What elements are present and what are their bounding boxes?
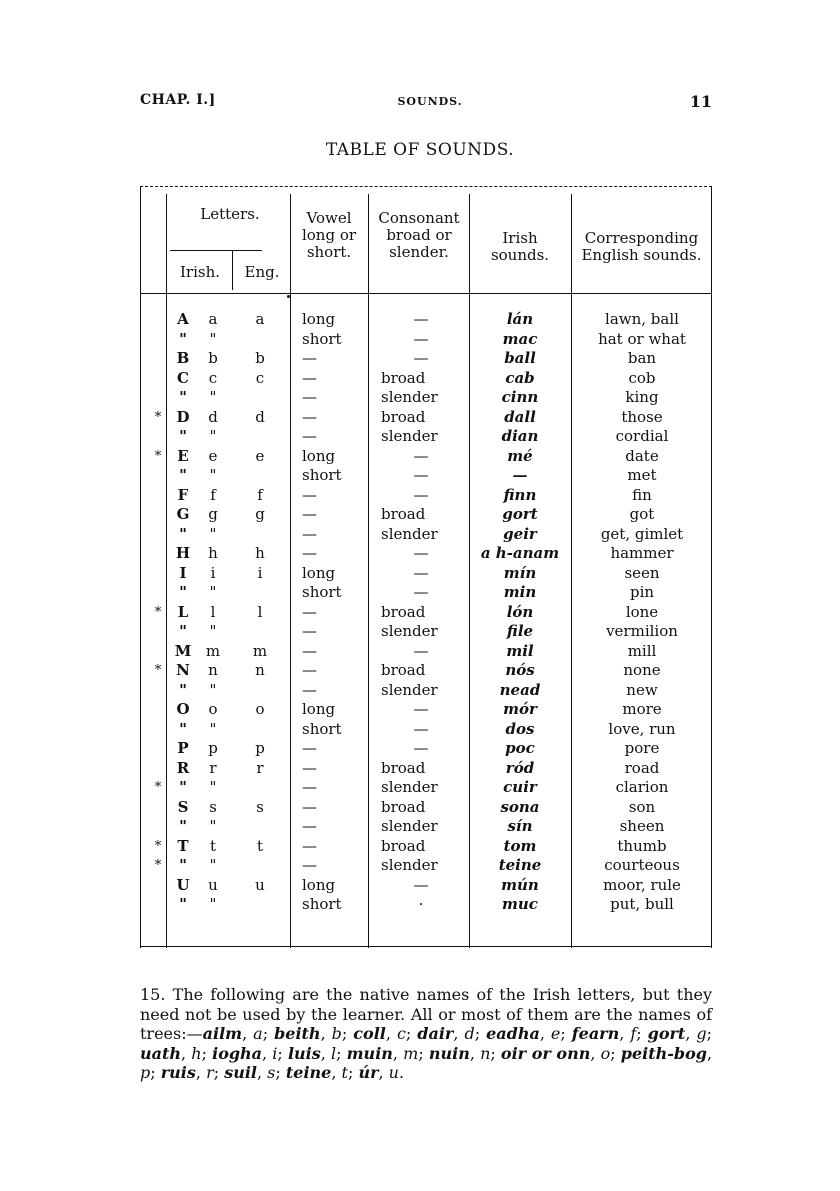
irish-sound: gort (502, 505, 538, 523)
english-letter: i (257, 563, 263, 582)
consonant-quality: — (413, 583, 429, 601)
letter-name-english: n (480, 1043, 491, 1063)
english-letter: b (255, 349, 265, 367)
english-sound: king (625, 388, 659, 406)
irish-capital: B (176, 349, 190, 367)
letter-name-irish: peith-bog (620, 1043, 707, 1063)
irish-small: " (209, 778, 217, 796)
vowel-quantity: short (302, 466, 342, 484)
letter-name-irish: gort (647, 1024, 686, 1043)
header-vowel: Vowel long or short. (301, 209, 357, 261)
irish-small: a (208, 310, 218, 328)
irish-sound: cinn (501, 388, 539, 406)
consonant-quality: broad (381, 797, 426, 816)
consonant-quality: — (413, 349, 429, 367)
irish-sound: finn (503, 485, 537, 504)
english-sound: clarion (615, 778, 669, 796)
english-sound: lone (625, 602, 659, 621)
english-sound: new (626, 680, 658, 699)
consonant-quality: broad (381, 368, 426, 387)
letter-name-english: a (253, 1024, 263, 1043)
consonant-quality: slender (381, 622, 438, 640)
vowel-quantity: short (302, 719, 342, 738)
english-sound: hat or what (598, 329, 686, 348)
english-sound: love, run (608, 719, 676, 738)
letter-name-english: b (331, 1024, 342, 1043)
vowel-quantity: — (302, 349, 317, 367)
irish-capital: " (179, 466, 187, 484)
english-letter: l (257, 602, 263, 621)
vrule-star (166, 194, 167, 948)
english-sound: met (627, 466, 657, 484)
english-letter: d (255, 407, 265, 426)
header-consonant: Consonant broad or slender. (378, 209, 460, 261)
irish-sound: mín (503, 563, 537, 582)
irish-small: o (208, 700, 218, 718)
irish-sound: min (503, 583, 537, 601)
vowel-quantity: — (302, 680, 317, 699)
letter-name-irish: eadha (486, 1024, 540, 1043)
irish-capital: " (179, 817, 187, 835)
irish-capital: R (176, 758, 190, 777)
irish-capital: E (177, 446, 189, 465)
irish-sound: poc (505, 739, 535, 757)
consonant-quality: — (413, 641, 429, 660)
letter-name-english: e (550, 1024, 561, 1043)
english-sound: more (622, 700, 662, 718)
english-letter: r (256, 758, 264, 777)
english-sound: mill (627, 641, 657, 660)
irish-small: " (209, 466, 217, 484)
letter-name-irish: coll (353, 1024, 386, 1043)
irish-capital: A (177, 310, 189, 328)
irish-small: i (210, 563, 216, 582)
vowel-quantity: — (302, 836, 317, 855)
irish-small: " (209, 427, 217, 445)
irish-sound: dos (505, 719, 535, 738)
english-letter: p (255, 739, 265, 757)
letter-name-english: d (464, 1024, 475, 1043)
english-sound: seen (624, 563, 660, 582)
irish-small: g (208, 505, 218, 523)
irish-sound: sona (500, 797, 540, 816)
letter-names: ailm, a; beith, b; coll, c; dair, d; eadha, e; fearn, f; gort, g; uath, h; iogha, i; luis, l; muin, m; nuin, n; oir or onn, o; peith-bog, p; ruis, r; suil, s; teine, t; úr, u. (140, 1024, 713, 1082)
irish-sound: dian (501, 427, 539, 445)
vowel-quantity: — (302, 641, 317, 660)
letter-name-english: t (341, 1063, 348, 1082)
english-letter: m (252, 641, 268, 660)
irish-sound: cab (505, 368, 535, 387)
consonant-quality: broad (381, 758, 426, 777)
english-letter: f (257, 485, 263, 504)
irish-small: " (209, 388, 217, 406)
english-sound: get, gimlet (600, 524, 684, 543)
letter-name-english: s (267, 1063, 276, 1082)
consonant-quality: — (413, 485, 429, 504)
irish-small: " (209, 680, 217, 699)
section-label: SOUNDS. (397, 95, 463, 108)
vowel-quantity: long (302, 446, 336, 465)
letter-name-english: i (272, 1043, 278, 1063)
irish-sound: cuir (503, 778, 537, 796)
consonant-quality: — (413, 563, 429, 582)
irish-small: s (209, 797, 217, 816)
irish-capital: " (179, 388, 187, 406)
vrule-irish-eng (232, 250, 233, 290)
sounds-table (140, 186, 712, 948)
irish-small: " (209, 719, 217, 738)
english-sound: courteous (604, 856, 680, 874)
vowel-quantity: — (302, 602, 317, 621)
star-mark: * (154, 409, 162, 425)
irish-small: n (208, 661, 218, 679)
english-sound: hammer (610, 544, 674, 562)
header-eng: Eng. (244, 263, 280, 281)
consonant-quality: broad (381, 505, 426, 523)
irish-sound: mac (502, 329, 538, 348)
letter-name-irish: suil (224, 1063, 257, 1082)
header-irish: Irish. (179, 263, 221, 281)
english-sound: ban (627, 349, 657, 367)
letter-name-irish: muin (346, 1043, 393, 1063)
irish-sound: sín (507, 817, 533, 835)
vowel-quantity: — (302, 485, 317, 504)
irish-sound: geir (503, 524, 537, 543)
irish-sound: mé (507, 446, 533, 465)
letter-name-english: l (330, 1043, 337, 1063)
consonant-quality: slender (381, 680, 438, 699)
irish-small: m (205, 641, 221, 660)
irish-capital: " (179, 719, 187, 738)
english-sound: pore (624, 739, 660, 757)
vrule-left (140, 186, 141, 948)
irish-capital: O (176, 700, 190, 718)
english-sound: date (625, 446, 659, 465)
irish-sound: lán (506, 310, 534, 328)
irish-small: d (208, 407, 218, 426)
letter-name-english: m (403, 1043, 419, 1063)
letter-name-english: g (696, 1024, 707, 1043)
irish-small: e (208, 446, 218, 465)
english-letter: g (255, 505, 265, 523)
vrule-letters (290, 194, 291, 948)
consonant-quality: broad (381, 661, 426, 679)
letter-name-irish: fearn (571, 1024, 620, 1043)
irish-capital: H (175, 544, 191, 562)
english-letter: n (255, 661, 265, 679)
vowel-quantity: — (302, 505, 317, 523)
irish-sound: nós (505, 661, 535, 679)
letter-name-english: c (396, 1024, 406, 1043)
vowel-quantity: long (302, 875, 336, 894)
paragraph-lead: 15. The following are the native names of the Irish letters, but they need not be used by the learner. All or most of them are the names of trees:— (140, 985, 712, 1043)
english-letter: s (256, 797, 264, 816)
irish-capital: " (179, 427, 187, 445)
english-sound: son (628, 797, 656, 816)
vowel-quantity: — (302, 661, 317, 679)
english-letter: o (255, 700, 265, 718)
english-sound: put, bull (610, 895, 674, 913)
irish-sound: mil (506, 641, 534, 660)
letter-name-english: r (206, 1063, 214, 1082)
vowel-quantity: — (302, 524, 317, 543)
consonant-quality: — (413, 875, 429, 894)
letter-name-english: p (140, 1063, 151, 1082)
letter-name-irish: beith (274, 1024, 321, 1043)
vowel-quantity: — (302, 368, 317, 387)
vowel-quantity: — (302, 817, 317, 835)
irish-capital: F (177, 485, 189, 504)
irish-sound: nead (499, 680, 541, 699)
star-mark: * (154, 604, 162, 620)
english-sound: pin (629, 583, 655, 601)
irish-small: f (210, 485, 216, 504)
irish-small: r (209, 758, 217, 777)
irish-sound: a h-anam (480, 544, 560, 562)
chapter-label: CHAP. I.] (140, 92, 216, 108)
letter-name-irish: oir or onn (500, 1043, 591, 1063)
consonant-quality: broad (381, 836, 426, 855)
letter-name-irish: dair (417, 1024, 454, 1043)
letter-name-english: o (600, 1043, 611, 1063)
irish-small: " (209, 817, 217, 835)
paragraph-15 (140, 985, 712, 1083)
table-top-rule (140, 186, 712, 187)
star-mark: * (154, 663, 162, 678)
irish-small: " (209, 583, 217, 601)
irish-capital: I (179, 563, 187, 582)
consonant-quality: broad (381, 407, 426, 426)
vowel-quantity: — (302, 797, 317, 816)
irish-capital: P (177, 739, 189, 757)
consonant-quality: — (413, 739, 429, 757)
irish-small: u (208, 875, 218, 894)
irish-small: c (208, 368, 218, 387)
irish-capital: " (179, 622, 187, 640)
header-bottom-rule (140, 293, 712, 294)
letter-name-irish: uath (140, 1043, 182, 1063)
star-mark: * (154, 838, 162, 854)
irish-capital: G (176, 505, 190, 523)
irish-capital: " (179, 583, 187, 601)
irish-small: h (208, 544, 218, 562)
irish-small: b (208, 349, 218, 367)
irish-sound: teine (498, 856, 542, 874)
irish-sound: ród (505, 758, 535, 777)
header-corresponding: Corresponding English sounds. (581, 229, 702, 264)
running-header (140, 92, 712, 116)
irish-sound: lón (506, 602, 534, 621)
english-sound: lawn, ball (605, 310, 679, 328)
consonant-quality: — (413, 310, 429, 328)
vowel-quantity: long (302, 563, 336, 582)
table-title: TABLE OF SOUNDS. (325, 140, 515, 160)
english-letter: h (255, 544, 265, 562)
consonant-quality: slender (381, 388, 438, 406)
letter-name-english: f (630, 1024, 637, 1043)
letter-name-irish: nuin (428, 1043, 470, 1063)
english-letter: t (256, 836, 264, 855)
irish-sound: mór (503, 700, 537, 718)
consonant-quality: broad (381, 602, 426, 621)
irish-capital: S (177, 797, 189, 816)
irish-small: " (209, 524, 217, 543)
consonant-quality: — (413, 329, 429, 348)
vowel-quantity: — (302, 622, 317, 640)
letter-name-irish: úr (358, 1063, 379, 1082)
irish-capital: C (177, 368, 189, 387)
letter-name-irish: iogha (212, 1043, 263, 1063)
irish-capital: M (174, 641, 192, 660)
vowel-quantity: — (302, 739, 317, 757)
english-sound: got (629, 505, 655, 523)
page-number: 11 (689, 92, 712, 111)
letter-name-irish: teine (285, 1063, 332, 1082)
irish-capital: " (179, 329, 187, 348)
vowel-quantity: — (302, 856, 317, 874)
header-letters: Letters. (200, 205, 260, 223)
vowel-quantity: — (302, 388, 317, 406)
english-letter: e (255, 446, 265, 465)
irish-capital: U (176, 875, 190, 894)
letter-name-irish: ruis (160, 1063, 196, 1082)
irish-sound: muc (502, 895, 538, 913)
english-letter: c (255, 368, 265, 387)
vowel-quantity: — (302, 778, 317, 796)
letter-name-english: h (191, 1043, 202, 1063)
consonant-quality: slender (381, 427, 438, 445)
consonant-quality: — (413, 466, 429, 484)
irish-small: " (209, 329, 217, 348)
consonant-quality: · (418, 895, 424, 913)
letters-sub-rule (170, 250, 262, 251)
irish-small: t (209, 836, 217, 855)
vowel-quantity: long (302, 310, 336, 328)
irish-sound: — (512, 466, 528, 484)
irish-capital: " (179, 778, 187, 796)
consonant-quality: — (413, 544, 429, 562)
vowel-quantity: short (302, 895, 342, 913)
consonant-quality: — (413, 719, 429, 738)
star-mark: * (154, 858, 162, 873)
irish-capital: D (176, 407, 190, 426)
english-sound: none (623, 661, 661, 679)
english-sound: sheen (619, 817, 665, 835)
english-letter: a (255, 310, 265, 328)
irish-sound: file (506, 622, 534, 640)
english-sound: those (621, 407, 663, 426)
irish-capital: T (177, 836, 189, 855)
english-sound: moor, rule (603, 875, 681, 894)
english-sound: road (624, 758, 660, 777)
irish-sound: ball (504, 349, 536, 367)
consonant-quality: slender (381, 817, 438, 835)
irish-capital: L (177, 602, 189, 621)
vowel-quantity: short (302, 583, 342, 601)
english-letter: u (255, 875, 265, 894)
star-mark: * (154, 780, 162, 795)
irish-small: " (209, 856, 217, 874)
irish-capital: " (179, 524, 187, 543)
consonant-quality: — (413, 700, 429, 718)
irish-small: p (208, 739, 218, 757)
letter-name-irish: ailm (202, 1024, 243, 1043)
irish-small: l (210, 602, 216, 621)
irish-capital: " (179, 680, 187, 699)
irish-small: " (209, 622, 217, 640)
consonant-quality: slender (381, 524, 438, 543)
irish-sound: dall (504, 407, 536, 426)
letter-name-irish: luis (287, 1043, 321, 1063)
vowel-quantity: — (302, 544, 317, 562)
letter-name-english: u (388, 1063, 399, 1082)
star-mark: * (154, 448, 162, 464)
english-sound: vermilion (606, 622, 678, 640)
irish-sound: mún (501, 875, 539, 894)
header-irish-sounds: Irish sounds. (490, 229, 550, 264)
english-sound: cordial (615, 427, 669, 445)
irish-small: " (209, 895, 217, 913)
english-sound: thumb (617, 836, 667, 855)
irish-capital: " (179, 895, 187, 913)
consonant-quality: slender (381, 778, 438, 796)
irish-capital: N (176, 661, 190, 679)
table-bottom-rule (140, 946, 712, 947)
irish-capital: " (179, 856, 187, 874)
vowel-quantity: — (302, 427, 317, 445)
english-sound: fin (632, 485, 652, 504)
irish-sound: tom (503, 836, 537, 855)
vowel-quantity: — (302, 758, 317, 777)
consonant-quality: slender (381, 856, 438, 874)
vowel-quantity: — (302, 407, 317, 426)
vowel-quantity: short (302, 329, 342, 348)
english-sound: cob (628, 368, 656, 387)
vowel-quantity: long (302, 700, 336, 718)
consonant-quality: — (413, 446, 429, 465)
